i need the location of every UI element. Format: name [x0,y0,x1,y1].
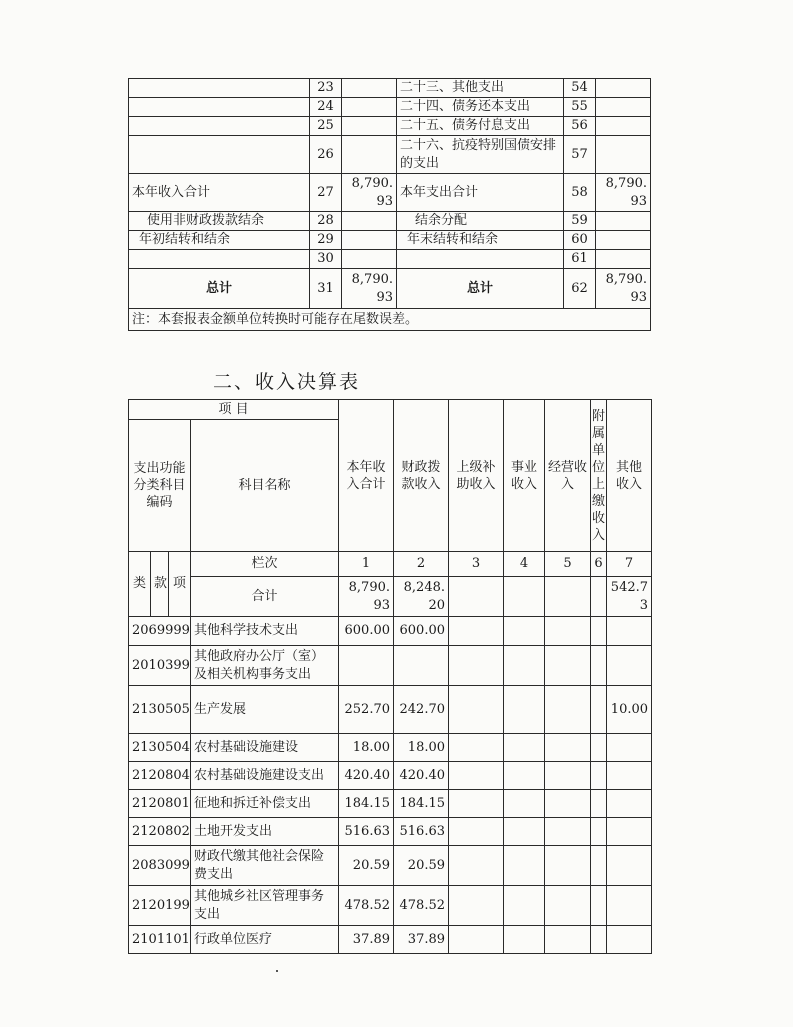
row-value-5 [545,818,591,846]
row-code: 2130504 [129,734,191,762]
row-name: 土地开发支出 [191,818,339,846]
table-row [129,886,652,926]
row-name: 农村基础设施建设支出 [191,762,339,790]
summary-right-value [596,98,651,117]
summary-right-no: 62 [564,269,596,309]
row-value-2: 478.52 [394,886,449,926]
col-xiang: 项 [169,552,191,617]
summary-row [129,117,651,136]
summary-right-value [596,250,651,269]
row-value-4 [504,646,545,686]
row-value-3 [449,617,504,646]
row-code: 2120804 [129,762,191,790]
row-value-5 [545,646,591,686]
top-summary-table [128,78,651,331]
row-value-3 [449,790,504,818]
row-value-6 [591,818,607,846]
summary-left-value: 8,790.93 [342,269,397,309]
lanci-3: 3 [449,552,504,577]
summary-right-no: 61 [564,250,596,269]
row-value-4 [504,926,545,954]
row-value-7 [607,818,652,846]
summary-left-no: 27 [310,174,342,212]
row-code: 2069999 [129,617,191,646]
row-value-1: 478.52 [339,886,394,926]
total-1: 8,790.93 [339,577,394,617]
summary-right-no: 60 [564,231,596,250]
summary-left-value [342,231,397,250]
row-value-4 [504,686,545,734]
row-value-1: 37.89 [339,926,394,954]
total-6 [591,577,607,617]
row-value-2: 420.40 [394,762,449,790]
row-value-4 [504,762,545,790]
row-value-6 [591,734,607,762]
table-row [129,762,652,790]
table-row [129,617,652,646]
summary-left-no: 26 [310,136,342,174]
row-value-3 [449,686,504,734]
row-value-7 [607,886,652,926]
row-value-3 [449,734,504,762]
row-name: 征地和拆迁补偿支出 [191,790,339,818]
summary-left-no: 29 [310,231,342,250]
summary-row [129,250,651,269]
table-row [129,846,652,886]
row-value-7 [607,846,652,886]
row-value-4 [504,818,545,846]
row-value-2 [394,646,449,686]
row-value-1: 20.59 [339,846,394,886]
col-code-header: 支出功能分类科目编码 [129,420,191,552]
col-name-header: 科目名称 [191,420,339,552]
row-value-1: 420.40 [339,762,394,790]
summary-right-label: 总计 [397,269,564,309]
summary-right-label: 年末结转和结余 [397,231,564,250]
summary-right-label: 二十四、债务还本支出 [397,98,564,117]
total-3 [449,577,504,617]
row-value-6 [591,762,607,790]
col-header-4: 事业收入 [504,400,545,552]
row-value-2: 242.70 [394,686,449,734]
row-value-4 [504,617,545,646]
row-code: 2120199 [129,886,191,926]
row-code: 2120801 [129,790,191,818]
summary-right-label: 本年支出合计 [397,174,564,212]
col-header-6: 附属单位上缴收入 [591,400,607,552]
lanci-1: 1 [339,552,394,577]
summary-row [129,98,651,117]
summary-left-label [129,250,310,269]
col-kuan: 款 [151,552,169,617]
row-value-5 [545,886,591,926]
summary-left-value: 8,790.93 [342,174,397,212]
row-value-7 [607,734,652,762]
table-row [129,646,652,686]
total-7: 542.73 [607,577,652,617]
row-name: 行政单位医疗 [191,926,339,954]
summary-right-value [596,117,651,136]
table-row [129,818,652,846]
summary-left-value [342,117,397,136]
row-value-5 [545,790,591,818]
row-value-2: 37.89 [394,926,449,954]
lanci-5: 5 [545,552,591,577]
row-code: 2010399 [129,646,191,686]
summary-row [129,174,651,212]
row-value-1: 252.70 [339,686,394,734]
row-name: 其他科学技术支出 [191,617,339,646]
row-name: 农村基础设施建设 [191,734,339,762]
row-value-6 [591,846,607,886]
row-value-1: 516.63 [339,818,394,846]
summary-left-value [342,79,397,98]
row-value-5 [545,617,591,646]
summary-right-value [596,79,651,98]
row-value-5 [545,734,591,762]
col-lei: 类 [129,552,151,617]
total-label: 合计 [191,577,339,617]
row-value-5 [545,846,591,886]
summary-right-value [596,136,651,174]
summary-left-label [129,98,310,117]
row-value-1: 184.15 [339,790,394,818]
summary-row [129,79,651,98]
row-value-6 [591,926,607,954]
summary-right-value: 8,790.93 [596,269,651,309]
summary-right-no: 55 [564,98,596,117]
row-value-1 [339,646,394,686]
summary-left-no: 25 [310,117,342,136]
summary-right-value [596,212,651,231]
summary-row [129,212,651,231]
lanci-label: 栏次 [191,552,339,577]
total-5 [545,577,591,617]
summary-right-no: 56 [564,117,596,136]
row-name: 生产发展 [191,686,339,734]
row-value-6 [591,886,607,926]
row-value-2: 18.00 [394,734,449,762]
summary-left-label: 总计 [129,269,310,309]
row-value-3 [449,818,504,846]
row-value-5 [545,686,591,734]
summary-left-label: 年初结转和结余 [129,231,310,250]
summary-row [129,269,651,309]
col-header-5: 经营收入 [545,400,591,552]
summary-left-value [342,250,397,269]
row-value-6 [591,646,607,686]
row-value-1: 600.00 [339,617,394,646]
summary-row [129,231,651,250]
summary-left-label [129,79,310,98]
row-value-7 [607,617,652,646]
col-header-3: 上级补助收入 [449,400,504,552]
row-value-6 [591,790,607,818]
row-value-2: 516.63 [394,818,449,846]
summary-right-no: 57 [564,136,596,174]
summary-right-no: 58 [564,174,596,212]
row-value-3 [449,846,504,886]
row-value-3 [449,926,504,954]
lanci-7: 7 [607,552,652,577]
lanci-2: 2 [394,552,449,577]
row-code: 2130505 [129,686,191,734]
row-value-6 [591,686,607,734]
summary-right-value [596,231,651,250]
row-name: 其他政府办公厅（室）及相关机构事务支出 [191,646,339,686]
row-value-4 [504,846,545,886]
row-code: 2083099 [129,846,191,886]
row-value-7 [607,646,652,686]
col-header-7: 其他收入 [607,400,652,552]
summary-left-no: 28 [310,212,342,231]
total-2: 8,248.20 [394,577,449,617]
row-value-2: 184.15 [394,790,449,818]
header-item: 项 目 [129,400,339,420]
table-note: 注：本套报表金额单位转换时可能存在尾数误差。 [129,309,651,331]
row-code: 2120802 [129,818,191,846]
summary-right-no: 54 [564,79,596,98]
summary-left-no: 23 [310,79,342,98]
row-value-6 [591,617,607,646]
table-row [129,734,652,762]
summary-left-label [129,136,310,174]
col-header-2: 财政拨款收入 [394,400,449,552]
row-name: 其他城乡社区管理事务支出 [191,886,339,926]
row-value-7 [607,926,652,954]
summary-right-label: 结余分配 [397,212,564,231]
table-row [129,926,652,954]
summary-row [129,136,651,174]
lanci-6: 6 [591,552,607,577]
summary-right-label: 二十六、抗疫特别国债安排的支出 [397,136,564,174]
summary-left-label: 使用非财政拨款结余 [129,212,310,231]
summary-right-value: 8,790.93 [596,174,651,212]
row-code: 2101101 [129,926,191,954]
income-table [128,399,652,954]
row-value-3 [449,762,504,790]
col-header-1: 本年收入合计 [339,400,394,552]
row-value-5 [545,926,591,954]
row-value-7 [607,790,652,818]
row-value-2: 600.00 [394,617,449,646]
summary-left-label [129,117,310,136]
row-value-5 [545,762,591,790]
summary-right-label: 二十三、其他支出 [397,79,564,98]
summary-left-value [342,212,397,231]
summary-left-value [342,136,397,174]
total-4 [504,577,545,617]
summary-right-label: 二十五、债务付息支出 [397,117,564,136]
row-name: 财政代缴其他社会保险费支出 [191,846,339,886]
row-value-7 [607,762,652,790]
table-row [129,790,652,818]
row-value-2: 20.59 [394,846,449,886]
row-value-3 [449,886,504,926]
row-value-1: 18.00 [339,734,394,762]
summary-left-value [342,98,397,117]
speck [276,970,278,972]
lanci-4: 4 [504,552,545,577]
summary-left-no: 24 [310,98,342,117]
row-value-3 [449,646,504,686]
summary-left-no: 30 [310,250,342,269]
summary-right-label [397,250,564,269]
table-row [129,686,652,734]
row-value-7: 10.00 [607,686,652,734]
section-title: 二、收入决算表 [213,371,361,393]
row-value-4 [504,886,545,926]
summary-left-no: 31 [310,269,342,309]
row-value-4 [504,734,545,762]
summary-left-label: 本年收入合计 [129,174,310,212]
row-value-4 [504,790,545,818]
summary-right-no: 59 [564,212,596,231]
